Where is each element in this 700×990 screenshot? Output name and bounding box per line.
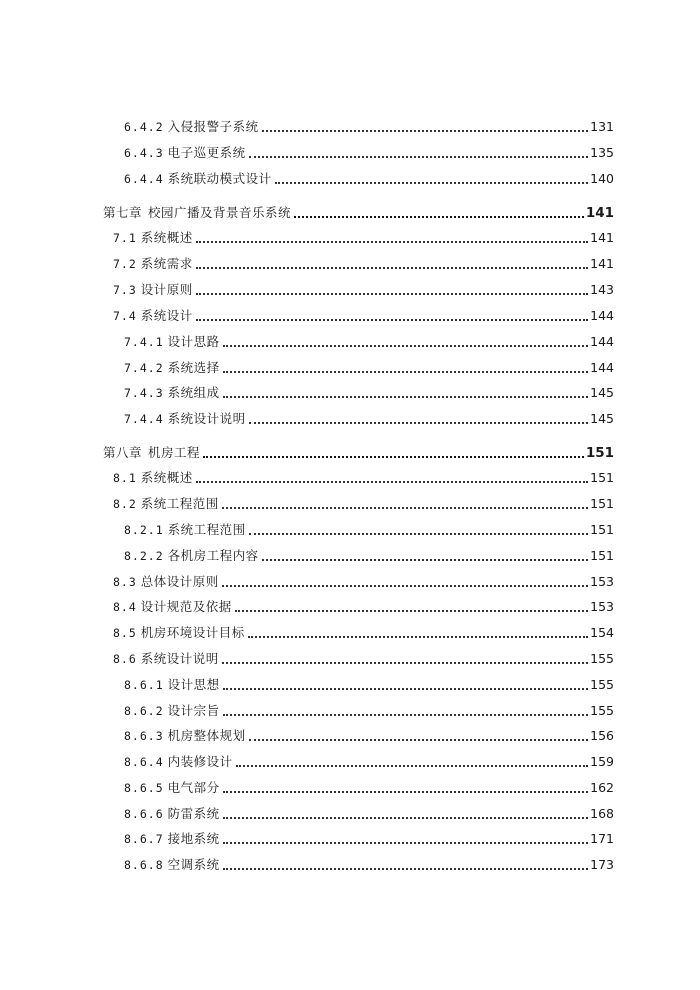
- toc-entry-number: 8.4: [113, 600, 137, 614]
- toc-entry-number: 8.3: [113, 575, 137, 589]
- toc-entry-title: 系统概述: [140, 470, 193, 485]
- toc-entry-number: 8.6.6: [124, 807, 164, 821]
- toc-entry-number: 6.4.3: [124, 146, 164, 160]
- dot-leader: [235, 610, 588, 612]
- toc-entry-number: 8.1: [113, 471, 137, 485]
- toc-entry[interactable]: [113, 225, 614, 251]
- dot-leader: [196, 319, 588, 321]
- toc-entry-title: 设计原则: [140, 282, 193, 297]
- toc-entry-title: 接地系统: [167, 831, 220, 846]
- dot-leader: [249, 533, 589, 535]
- toc-entry-page-number: 144: [590, 360, 614, 375]
- toc-chapter-entry[interactable]: [103, 200, 614, 226]
- toc-entry-page-number: 151: [590, 548, 614, 563]
- toc-entry-number: 8.6.2: [124, 704, 164, 718]
- dot-leader: [223, 791, 589, 793]
- toc-entry[interactable]: [124, 114, 614, 140]
- toc-entry[interactable]: [124, 543, 614, 569]
- toc-entry[interactable]: [113, 569, 614, 595]
- toc-entry[interactable]: [113, 277, 614, 303]
- toc-entry[interactable]: [113, 465, 614, 491]
- toc-entry-title: 系统工程范围: [140, 496, 219, 511]
- toc-entry-page-number: 162: [590, 780, 614, 795]
- toc-entry-page-number: 155: [590, 651, 614, 666]
- toc-entry-number: 8.6.1: [124, 678, 164, 692]
- dot-leader: [223, 688, 589, 690]
- toc-entry-page-number: 151: [590, 496, 614, 511]
- toc-entry[interactable]: [113, 646, 614, 672]
- toc-entry-page-number: 141: [590, 230, 614, 245]
- dot-leader: [249, 422, 589, 424]
- toc-entry-number: 6.4.2: [124, 120, 164, 134]
- toc-entry-number: 8.6.4: [124, 755, 164, 769]
- toc-entry-number: 6.4.4: [124, 172, 164, 186]
- toc-entry[interactable]: [124, 517, 614, 543]
- dot-leader: [222, 585, 588, 587]
- toc-entry-number: 7.4.2: [124, 361, 164, 375]
- toc-entry-page-number: 141: [590, 256, 614, 271]
- toc-entry-page-number: 144: [590, 334, 614, 349]
- toc-entry-page-number: 144: [590, 308, 614, 323]
- dot-leader: [196, 241, 588, 243]
- dot-leader: [223, 868, 589, 870]
- toc-entry-page-number: 151: [590, 522, 614, 537]
- toc-entry[interactable]: [124, 749, 614, 775]
- dot-leader: [275, 182, 589, 184]
- toc-entry-title: 防雷系统: [167, 806, 220, 821]
- toc-entry-page-number: 151: [585, 445, 614, 461]
- toc-entry-title: 设计宗旨: [167, 703, 220, 718]
- toc-entry-number: 7.2: [113, 257, 137, 271]
- toc-entry-number: 8.6: [113, 652, 137, 666]
- toc-entry-title: 系统选择: [167, 360, 220, 375]
- toc-entry-page-number: 140: [590, 171, 614, 186]
- toc-entry[interactable]: [124, 672, 614, 698]
- toc-entry[interactable]: [124, 329, 614, 355]
- toc-entry-page-number: 171: [590, 831, 614, 846]
- dot-leader: [248, 636, 588, 638]
- toc-entry[interactable]: [113, 620, 614, 646]
- dot-leader: [294, 216, 584, 218]
- toc-entry[interactable]: [113, 303, 614, 329]
- toc-entry-page-number: 168: [590, 806, 614, 821]
- toc-entry-title: 系统需求: [140, 256, 193, 271]
- toc-entry-number: 8.2.2: [124, 549, 164, 563]
- toc-entry[interactable]: [124, 801, 614, 827]
- toc-entry-title: 系统组成: [167, 385, 220, 400]
- dot-leader: [223, 817, 589, 819]
- toc-entry-title: 电子巡更系统: [167, 145, 246, 160]
- toc-entry[interactable]: [113, 594, 614, 620]
- toc-entry-page-number: 145: [590, 385, 614, 400]
- toc-entry-title: 系统设计说明: [140, 651, 219, 666]
- toc-entry[interactable]: [124, 826, 614, 852]
- dot-leader: [196, 267, 588, 269]
- toc-entry-page-number: 135: [590, 145, 614, 160]
- toc-entry[interactable]: [124, 406, 614, 432]
- toc-entry-title: 机房整体规划: [167, 728, 246, 743]
- dot-leader: [249, 156, 589, 158]
- toc-entry-page-number: 141: [585, 205, 614, 221]
- toc-entry-title: 设计规范及依据: [140, 599, 232, 614]
- toc-entry-number: 8.2: [113, 497, 137, 511]
- dot-leader: [222, 662, 588, 664]
- dot-leader: [236, 765, 589, 767]
- toc-entry-title: 系统设计说明: [167, 411, 246, 426]
- dot-leader: [223, 371, 589, 373]
- toc-entry-page-number: 151: [590, 470, 614, 485]
- toc-entry[interactable]: [124, 852, 614, 878]
- toc-entry-title: 系统联动模式设计: [167, 171, 272, 186]
- toc-entry-page-number: 155: [590, 703, 614, 718]
- toc-entry-number: 8.6.3: [124, 729, 164, 743]
- toc-entry-title: 系统概述: [140, 230, 193, 245]
- toc-entry-number: 8.6.7: [124, 832, 164, 846]
- toc-entry-number: 第七章: [103, 205, 143, 220]
- dot-leader: [223, 345, 589, 347]
- toc-entry-page-number: 143: [590, 282, 614, 297]
- dot-leader: [262, 559, 589, 561]
- toc-entry[interactable]: [113, 251, 614, 277]
- toc-entry-page-number: 154: [590, 625, 614, 640]
- toc-entry-number: 第八章: [103, 445, 143, 460]
- dot-leader: [223, 396, 589, 398]
- toc-entry-title: 空调系统: [167, 857, 220, 872]
- toc-entry-title: 入侵报警子系统: [167, 119, 259, 134]
- toc-entry-title: 机房环境设计目标: [140, 625, 245, 640]
- toc-entry[interactable]: [124, 380, 614, 406]
- toc-entry-title: 系统设计: [140, 308, 193, 323]
- toc-entry[interactable]: [113, 491, 614, 517]
- toc-entry[interactable]: [124, 775, 614, 801]
- toc-entry-number: 7.4.4: [124, 412, 164, 426]
- toc-entry-title: 设计思路: [167, 334, 220, 349]
- toc-entry-page-number: 159: [590, 754, 614, 769]
- toc-chapter-entry[interactable]: [103, 440, 614, 466]
- toc-entry-number: 8.5: [113, 626, 137, 640]
- toc-entry-page-number: 153: [590, 574, 614, 589]
- toc-entry-number: 7.4.1: [124, 335, 164, 349]
- toc-entry-number: 7.4: [113, 309, 137, 323]
- toc-entry-title: 总体设计原则: [140, 574, 219, 589]
- toc-entry-page-number: 145: [590, 411, 614, 426]
- dot-leader: [223, 842, 589, 844]
- toc-entry-title: 各机房工程内容: [167, 548, 259, 563]
- toc-entry-title: 电气部分: [167, 780, 220, 795]
- dot-leader: [222, 507, 588, 509]
- toc-entry-number: 8.6.8: [124, 858, 164, 872]
- toc-entry-number: 8.6.5: [124, 781, 164, 795]
- toc-entry-page-number: 153: [590, 599, 614, 614]
- dot-leader: [203, 456, 584, 458]
- toc-entry-page-number: 155: [590, 677, 614, 692]
- dot-leader: [249, 739, 589, 741]
- dot-leader: [196, 293, 588, 295]
- toc-entry-number: 7.4.3: [124, 386, 164, 400]
- toc-entry[interactable]: [124, 355, 614, 381]
- dot-leader: [196, 481, 588, 483]
- toc-entry-page-number: 156: [590, 728, 614, 743]
- toc-entry-page-number: 173: [590, 857, 614, 872]
- toc-entry-title: 机房工程: [148, 445, 201, 460]
- toc-entry[interactable]: [124, 140, 614, 166]
- toc-entry-title: 设计思想: [167, 677, 220, 692]
- toc-entry-number: 7.1: [113, 231, 137, 245]
- toc-entry-title: 校园广播及背景音乐系统: [148, 205, 292, 220]
- toc-entry[interactable]: [124, 723, 614, 749]
- toc-entry[interactable]: [124, 166, 614, 192]
- toc-entry-title: 系统工程范围: [167, 522, 246, 537]
- toc-entry-number: 8.2.1: [124, 523, 164, 537]
- toc-entry-title: 内装修设计: [167, 754, 233, 769]
- toc-entry-number: 7.3: [113, 283, 137, 297]
- dot-leader: [262, 130, 589, 132]
- toc-entry-page-number: 131: [590, 119, 614, 134]
- toc-entry[interactable]: [124, 698, 614, 724]
- dot-leader: [223, 714, 589, 716]
